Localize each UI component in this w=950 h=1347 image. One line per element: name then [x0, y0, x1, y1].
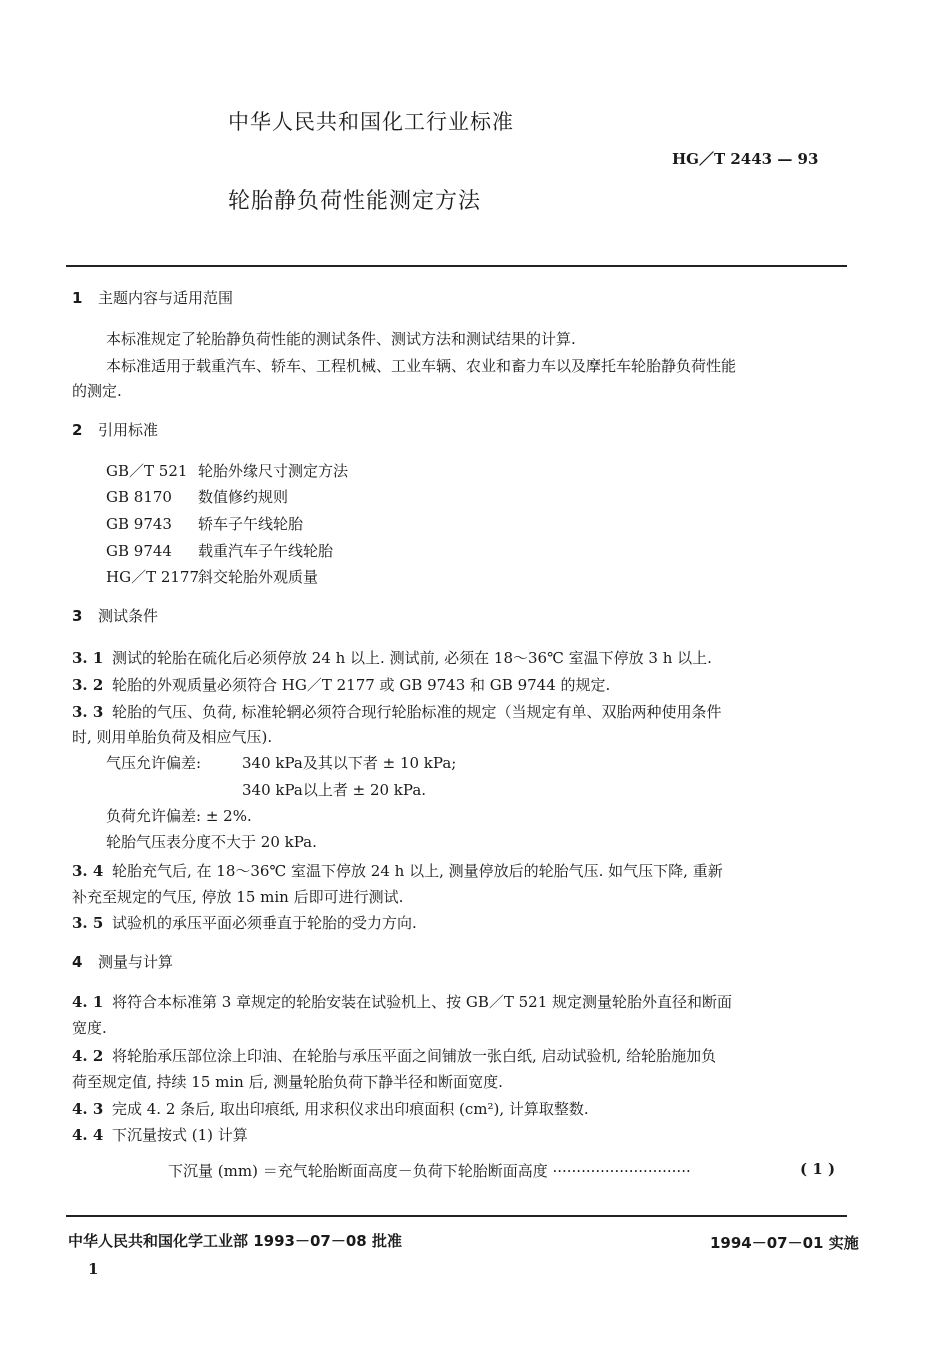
clause-4-3: 4. 3 完成 4. 2 条后, 取出印痕纸, 用求积仪求出印痕面积 (cm²), 计算取整数. — [72, 1100, 589, 1118]
document-title: 轮胎静负荷性能测定方法 — [228, 189, 482, 214]
reference-item: GB 8170 数值修约规则 — [106, 488, 289, 506]
section-4-heading: 4 测量与计算 — [72, 953, 174, 971]
clause-4-1-cont: 宽度. — [72, 1019, 107, 1037]
clause-3-1: 3. 1 测试的轮胎在硫化后必须停放 24 h 以上. 测试前, 必须在 18～36℃ 室温下停放 3 h 以上. — [72, 649, 712, 667]
top-rule — [66, 265, 847, 267]
pressure-tolerance-2: 340 kPa以上者 ± 20 kPa. — [242, 781, 427, 799]
page-number: 1 — [88, 1260, 99, 1278]
clause-4-2: 4. 2 将轮胎承压部位涂上印油、在轮胎与承压平面之间铺放一张白纸, 启动试验机, 给轮胎施加负 — [72, 1047, 717, 1065]
formula: 下沉量 (mm) ＝充气轮胎断面高度－负荷下轮胎断面高度 ····························· — [168, 1162, 691, 1180]
formula-number: ( 1 ) — [800, 1160, 836, 1178]
pressure-tolerance-label: 气压允许偏差: — [106, 754, 202, 772]
clause-4-4: 4. 4 下沉量按式 (1) 计算 — [72, 1126, 248, 1144]
bottom-rule — [66, 1215, 847, 1217]
clause-3-4-cont: 补充至规定的气压, 停放 15 min 后即可进行测试. — [72, 888, 404, 906]
reference-item: GB／T 521 轮胎外缘尺寸测定方法 — [106, 462, 349, 480]
section-1-paragraph-1: 本标准规定了轮胎静负荷性能的测试条件、测试方法和测试结果的计算. — [106, 330, 576, 348]
standard-number: HG／T 2443 — 93 — [672, 150, 819, 168]
reference-item: GB 9743 轿车子午线轮胎 — [106, 515, 304, 533]
clause-4-1: 4. 1 将符合本标准第 3 章规定的轮胎安装在试验机上、按 GB／T 521 规定测量轮胎外直径和断面 — [72, 993, 733, 1011]
pressure-tolerance-1: 340 kPa及其以下者 ± 10 kPa; — [242, 754, 457, 772]
section-1-paragraph-2-cont: 的测定. — [72, 382, 122, 400]
clause-4-2-cont: 荷至规定值, 持续 15 min 后, 测量轮胎负荷下静半径和断面宽度. — [72, 1073, 503, 1091]
section-3-heading: 3 测试条件 — [72, 607, 159, 625]
clause-3-3: 3. 3 轮胎的气压、负荷, 标准轮辋必须符合现行轮胎标准的规定（当规定有单、双胎两种使用条件 — [72, 703, 722, 721]
section-1-paragraph-2: 本标准适用于载重汽车、轿车、工程机械、工业车辆、农业和畜力车以及摩托车轮胎静负荷性能 — [106, 357, 737, 375]
clause-3-2: 3. 2 轮胎的外观质量必须符合 HG／T 2177 或 GB 9743 和 GB 9744 的规定. — [72, 676, 611, 694]
effective-date: 1994－07－01 实施 — [710, 1234, 859, 1252]
standard-body: 中华人民共和国化工行业标准 — [228, 110, 514, 134]
load-tolerance: 负荷允许偏差: ± 2%. — [106, 807, 252, 825]
reference-item: HG／T 2177斜交轮胎外观质量 — [106, 568, 319, 586]
clause-3-4: 3. 4 轮胎充气后, 在 18～36℃ 室温下停放 24 h 以上, 测量停放后的轮胎气压. 如气压下降, 重新 — [72, 862, 723, 880]
approval-note: 中华人民共和国化学工业部 1993－07－08 批准 — [68, 1232, 402, 1250]
section-1-heading: 1 主题内容与适用范围 — [72, 289, 234, 307]
clause-3-3-cont: 时, 则用单胎负荷及相应气压). — [72, 728, 273, 746]
reference-item: GB 9744 载重汽车子午线轮胎 — [106, 542, 334, 560]
section-2-heading: 2 引用标准 — [72, 421, 159, 439]
gauge-resolution: 轮胎气压表分度不大于 20 kPa. — [106, 833, 317, 851]
clause-3-5: 3. 5 试验机的承压平面必须垂直于轮胎的受力方向. — [72, 914, 417, 932]
